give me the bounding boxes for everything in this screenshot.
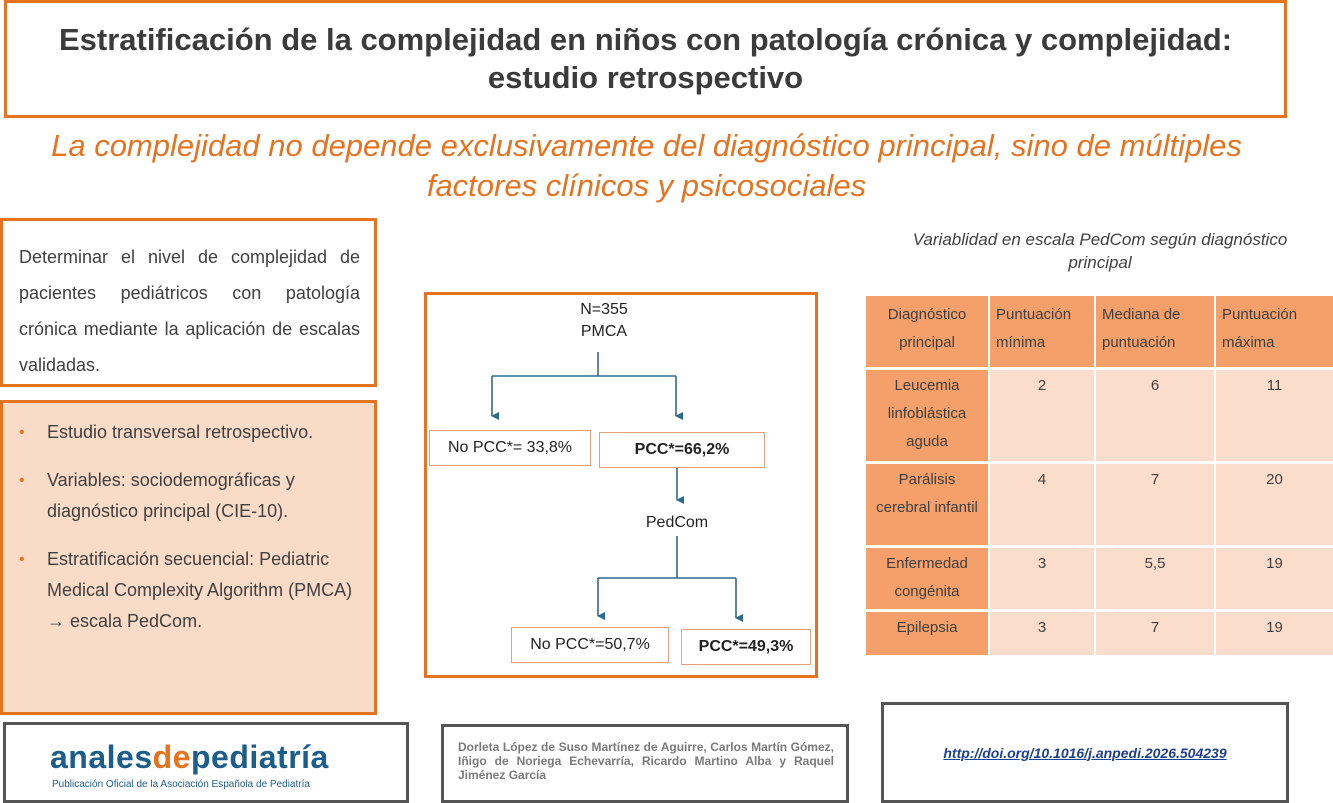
table-header-cell: Diagnóstico principal xyxy=(866,296,988,367)
table-cell-max: 11 xyxy=(1214,367,1333,461)
flow-node-pcc-1: PCC*=66,2% xyxy=(599,432,765,468)
flowchart-connectors xyxy=(424,292,818,678)
table-cell-min: 3 xyxy=(988,609,1094,655)
bullet-icon: • xyxy=(19,424,25,441)
doi-link[interactable]: http://doi.org/10.1016/j.anpedi.2026.504239 xyxy=(943,744,1227,761)
methods-item xyxy=(17,417,360,448)
doi-box xyxy=(881,702,1289,803)
table-cell-min: 2 xyxy=(988,367,1094,461)
journal-logo: analesdepediatría xyxy=(50,739,329,775)
flow-root-n: N=355 xyxy=(580,301,628,318)
table-cell-diagnosis: Enfermedad congénita xyxy=(866,545,988,609)
methods-list xyxy=(17,417,360,637)
flow-node-pcc-2: PCC*=49,3% xyxy=(681,629,811,665)
methods-box xyxy=(0,400,377,715)
title-box xyxy=(4,0,1287,118)
table-caption: Variablidad en escala PedCom según diagnóstico principal xyxy=(912,230,1288,272)
bullet-icon: • xyxy=(19,551,25,568)
methods-item-text: Estratificación secuencial: Pediatric Medical Complexity Algorithm (PMCA) → escala PedCom. xyxy=(47,549,353,631)
table-row xyxy=(866,461,1333,545)
key-message: La complejidad no depende exclusivamente del diagnóstico principal, sino de múltiples factores clínicos y psicosociales xyxy=(51,128,1242,203)
flow-node-pedcom: PedCom xyxy=(645,514,709,531)
table-cell-min: 3 xyxy=(988,545,1094,609)
table-cell-median: 6 xyxy=(1094,367,1214,461)
journal-logo-box xyxy=(3,722,409,803)
table-cell-diagnosis: Leucemia linfoblástica aguda xyxy=(866,367,988,461)
table-header-row xyxy=(866,296,1333,367)
table-row xyxy=(866,367,1333,461)
journal-logo-subtitle: Publicación Oficial de la Asociación Española de Pediatría xyxy=(52,779,310,790)
methods-item-text: Estudio transversal retrospectivo. xyxy=(47,422,314,442)
table-cell-max: 20 xyxy=(1214,461,1333,545)
table-cell-median: 7 xyxy=(1094,461,1214,545)
methods-item xyxy=(17,465,360,527)
objective-box: Determinar el nivel de complejidad de pacientes pediátricos con patología crónica mediante la aplicación de escalas validadas. xyxy=(0,218,377,387)
table-header-cell: Puntuación máxima xyxy=(1214,296,1333,367)
pedcom-table xyxy=(866,296,1333,655)
bullet-icon: • xyxy=(19,472,25,489)
table-header-cell: Mediana de puntuación xyxy=(1094,296,1214,367)
table-cell-median: 7 xyxy=(1094,609,1214,655)
flowchart-box xyxy=(424,292,818,678)
flow-node-no-pcc-2: No PCC*=50,7% xyxy=(511,627,669,663)
methods-item xyxy=(17,544,360,637)
methods-item-text: Variables: sociodemográficas y diagnóstico principal (CIE-10). xyxy=(47,470,295,521)
table-cell-diagnosis: Epilepsia xyxy=(866,609,988,655)
table-cell-min: 4 xyxy=(988,461,1094,545)
flow-node-no-pcc-1: No PCC*= 33,8% xyxy=(429,430,591,466)
table-cell-max: 19 xyxy=(1214,545,1333,609)
table-header-cell: Puntuación mínima xyxy=(988,296,1094,367)
poster-title: Estratificación de la complejidad en niños con patología crónica y complejidad: estudio retrospectivo xyxy=(58,22,1233,95)
authors-box: Dorleta López de Suso Martínez de Aguirre, Carlos Martín Gómez, Iñigo de Noriega Echevarría, Ricardo Martino Alba y Raquel Jiménez García xyxy=(441,724,849,803)
table-row xyxy=(866,609,1333,655)
table-cell-diagnosis: Parálisis cerebral infantil xyxy=(866,461,988,545)
table-cell-median: 5,5 xyxy=(1094,545,1214,609)
table-row xyxy=(866,545,1333,609)
table-cell-max: 19 xyxy=(1214,609,1333,655)
flow-root-pmca: PMCA xyxy=(580,323,628,340)
